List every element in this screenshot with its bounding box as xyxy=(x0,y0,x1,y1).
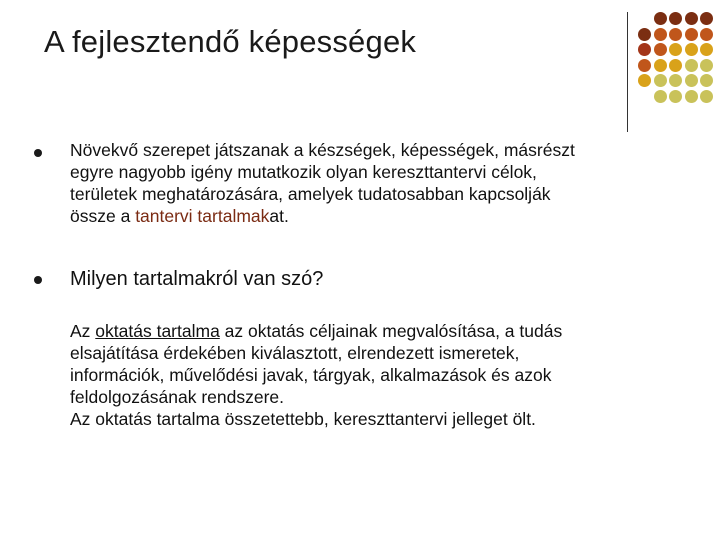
decorative-dot xyxy=(654,90,667,103)
decorative-dot xyxy=(685,90,698,103)
decorative-dot xyxy=(700,12,713,25)
bullet-2-question: Milyen tartalmakról van szó? xyxy=(70,268,324,290)
bullet-1-line-2: egyre nagyobb igény mutatkozik olyan kereszttantervi célok, xyxy=(70,162,537,182)
decorative-dot xyxy=(669,12,682,25)
highlighted-term: tantervi tartalmak xyxy=(135,206,270,226)
decorative-dot xyxy=(700,74,713,87)
definition-line-1 xyxy=(70,320,562,342)
decorative-dot xyxy=(654,43,667,56)
decorative-dot xyxy=(654,12,667,25)
decorative-dot xyxy=(685,74,698,87)
definition-block xyxy=(70,320,562,430)
bullet-1-text xyxy=(70,139,575,227)
definition-line-5: Az oktatás tartalma összetettebb, kereszttantervi jelleget ölt. xyxy=(70,409,536,429)
bullet-1-line-1: Növekvő szerepet játszanak a készségek, képességek, másrészt xyxy=(70,140,575,160)
decorative-dot xyxy=(700,59,713,72)
decorative-dot xyxy=(654,28,667,41)
decorative-dot xyxy=(669,74,682,87)
decorative-dot xyxy=(700,43,713,56)
bullet-point-2-icon xyxy=(34,276,42,284)
decorative-dot xyxy=(638,59,651,72)
decorative-dot xyxy=(669,28,682,41)
vertical-divider-line xyxy=(627,12,628,132)
decorative-dot xyxy=(669,43,682,56)
decorative-dot xyxy=(685,43,698,56)
decorative-dot xyxy=(654,59,667,72)
underlined-term: oktatás tartalma xyxy=(95,321,220,341)
decorative-dot-grid xyxy=(638,12,714,112)
decorative-dot xyxy=(654,74,667,87)
bullet-1-line-3: területek meghatározására, amelyek tudatosabban kapcsolják xyxy=(70,184,551,204)
bullet-1-line-4-prefix: össze a xyxy=(70,206,136,226)
definition-prefix: Az xyxy=(70,321,96,341)
bullet-point-1-icon xyxy=(34,149,42,157)
decorative-dot xyxy=(685,59,698,72)
decorative-dot xyxy=(685,12,698,25)
definition-line-3: információk, művelődési javak, tárgyak, alkalmazások és azok xyxy=(70,365,552,385)
definition-line-2: elsajátítása érdekében kiválasztott, elrendezett ismeretek, xyxy=(70,343,520,363)
bullet-1-line-4 xyxy=(70,205,575,227)
decorative-dot xyxy=(685,28,698,41)
decorative-dot xyxy=(669,90,682,103)
decorative-dot xyxy=(700,90,713,103)
bullet-1-line-4-suffix: at. xyxy=(269,206,289,226)
slide-title: A fejlesztendő képességek xyxy=(44,24,417,59)
decorative-dot xyxy=(638,28,651,41)
decorative-dot xyxy=(669,59,682,72)
definition-line-1-rest: az oktatás céljainak megvalósítása, a tudás xyxy=(219,321,563,341)
decorative-dot xyxy=(638,43,651,56)
decorative-dot xyxy=(638,74,651,87)
definition-line-4: feldolgozásának rendszere. xyxy=(70,387,285,407)
decorative-dot xyxy=(700,28,713,41)
